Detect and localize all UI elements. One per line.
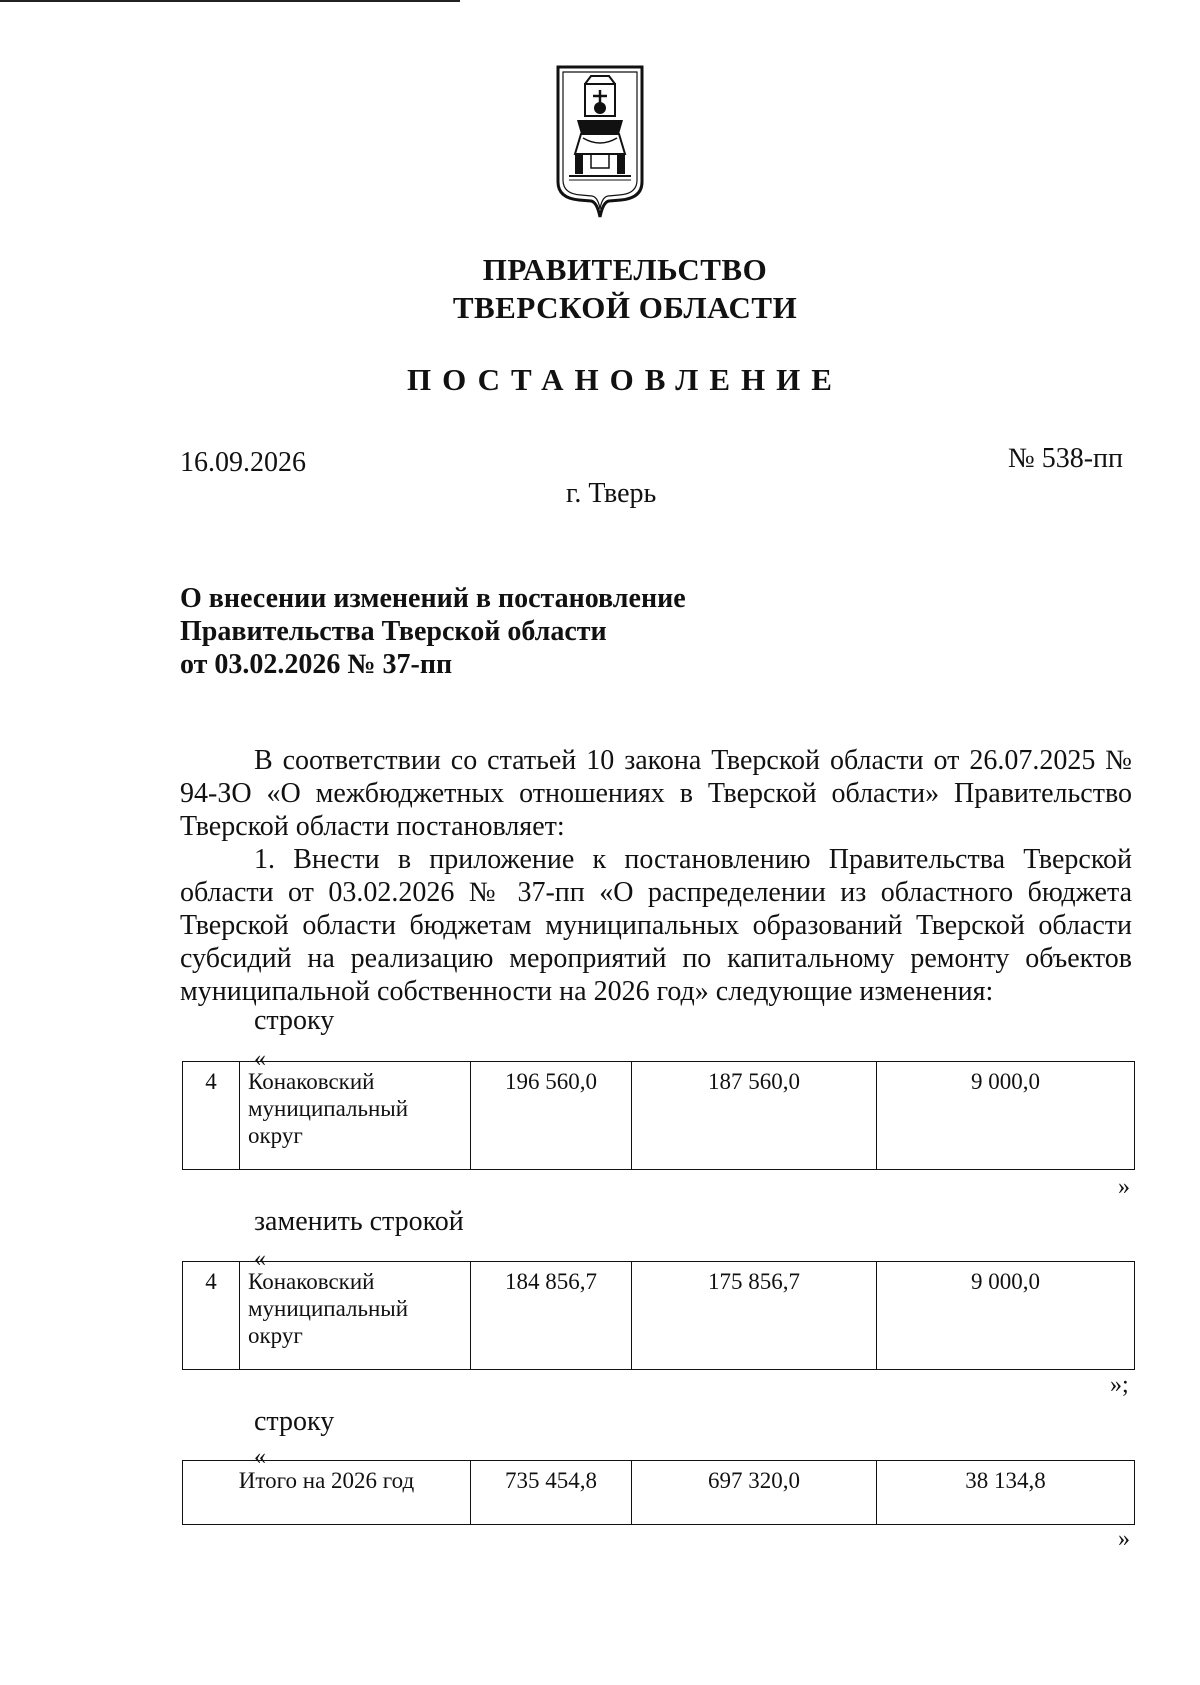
table-row [183, 1461, 1135, 1525]
body-paragraph-1: В соответствии со статьей 10 закона Тверской области от 26.07.2025 № 94-ЗО «О межбюджетных отношениях в Тверской области» Правительство Тверской области постановляет: [180, 745, 1132, 842]
total-row-table [182, 1460, 1135, 1525]
organization-name-line2: ТВЕРСКОЙ ОБЛАСТИ [452, 290, 798, 325]
coat-of-arms-emblem [555, 64, 645, 220]
subject-line2: Правительства Тверской области [180, 616, 607, 647]
old-row-table [182, 1061, 1135, 1170]
municipality-name-line2: муниципальный [248, 1296, 409, 1321]
organization-name-line1: ПРАВИТЕЛЬСТВО [482, 252, 768, 287]
municipality-name [240, 1062, 471, 1170]
close-quote-semicolon: »; [1110, 1372, 1129, 1398]
document-type-title: ПОСТАНОВЛЕНИЕ [407, 362, 843, 397]
close-quote-1: » [1118, 1174, 1130, 1200]
total-amount: 735 454,8 [471, 1461, 632, 1525]
regional-budget-amount: 187 560,0 [632, 1062, 877, 1170]
municipality-name [240, 1262, 471, 1370]
close-quote-3: » [1118, 1526, 1130, 1552]
total-label: Итого на 2026 год [183, 1461, 471, 1525]
top-border-line [0, 0, 460, 2]
municipal-budget-amount: 38 134,8 [877, 1461, 1135, 1525]
open-quote-2: « [254, 1246, 266, 1272]
body-paragraph-2: 1. Внести в приложение к постановлению Правительства Тверской области от 03.02.2026 № 37-пп «О распределении из областного бюджета Тверской области бюджетам муниципальных образований Тверской области субсидий на реализацию мероприятий по капитальному ремонту объектов муниципальной собственности на 2026 год» следующие изменения: [180, 844, 1132, 1007]
document-number: № 538-пп [1007, 443, 1123, 474]
table-row [183, 1062, 1135, 1170]
new-row-table [182, 1261, 1135, 1370]
row-number: 4 [183, 1262, 240, 1370]
document-subject [180, 582, 686, 681]
total-amount: 184 856,7 [471, 1262, 632, 1370]
total-amount: 196 560,0 [471, 1062, 632, 1170]
regional-budget-amount: 697 320,0 [632, 1461, 877, 1525]
municipality-name-line3: округ [248, 1123, 303, 1148]
municipality-name-line3: округ [248, 1323, 303, 1348]
municipality-name-line2: муниципальный [248, 1096, 409, 1121]
table-row [183, 1262, 1135, 1370]
open-quote-3: « [254, 1444, 266, 1470]
open-quote-1: « [254, 1046, 266, 1072]
subject-line3: от 03.02.2026 № 37-пп [180, 649, 453, 680]
municipal-budget-amount: 9 000,0 [877, 1062, 1135, 1170]
document-date: 16.09.2026 [180, 447, 306, 478]
document-city: г. Тверь [566, 478, 657, 509]
regional-budget-amount: 175 856,7 [632, 1262, 877, 1370]
subject-line1: О внесении изменений в постановление [180, 583, 686, 614]
label-zamenit-strokoy: заменить строкой [254, 1206, 464, 1237]
municipality-name-line1: Конаковский [248, 1269, 375, 1294]
row-number: 4 [183, 1062, 240, 1170]
label-stroku-2: строку [254, 1406, 335, 1437]
label-stroku-1: строку [254, 1005, 335, 1036]
municipality-name-line1: Конаковский [248, 1069, 375, 1094]
municipal-budget-amount: 9 000,0 [877, 1262, 1135, 1370]
